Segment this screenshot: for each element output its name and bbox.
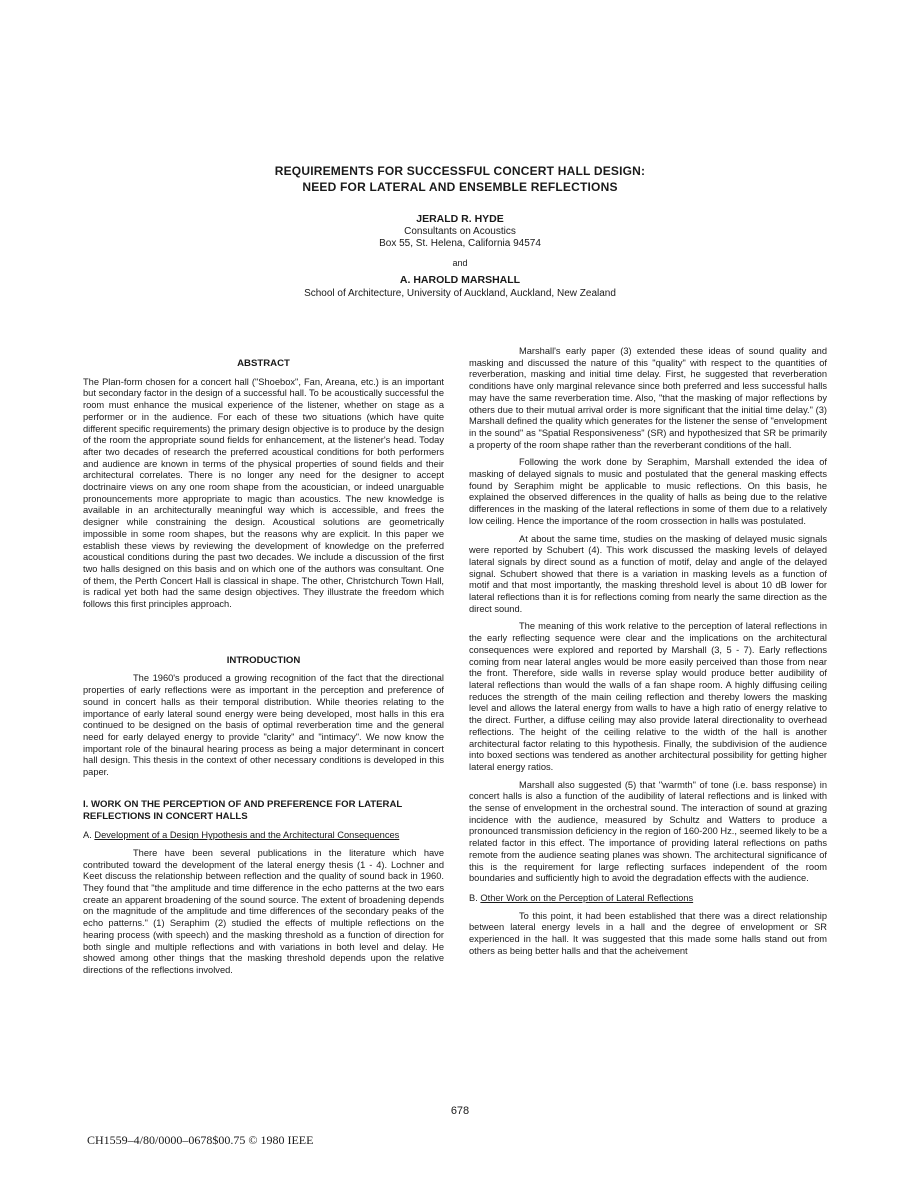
paper-title-line1: REQUIREMENTS FOR SUCCESSFUL CONCERT HALL DESIGN:: [274, 164, 646, 178]
author1-name: JERALD R. HYDE: [416, 213, 504, 225]
author2-name: A. HAROLD MARSHALL: [399, 274, 521, 286]
paragraph-architectural-implications: The meaning of this work relative to the perception of lateral reflections in the early reflecting sequence were clear and the implications on the architectural consequences were explored and reported by Marshall (3, 5 - 7). Early reflections coming from near lateral angles would be more easily perceived than those from near the front. Therefore, side walls in reverse splay would produce better audibility of lateral reflections than would the walls of a fan shape room. A highly diffusing ceiling reduces the strength of the main ceiling reflection and thereby lowers the masking level and allows the lateral energy from walls to have a high ratio of energy relative to the direct. Further, a diffuse ceiling may also provide lateral directionality to overhead reflections. The height of the ceiling relative to the width of the hall is another architectural factor relating to this hypothesis. Finally, the subdivision of the audience into boxed sections was tendered as another architectural possibility for getting higher lateral energy ratios.: [469, 621, 827, 772]
page-number: 678: [450, 1105, 470, 1117]
author1-address: Box 55, St. Helena, California 94574: [379, 238, 541, 249]
authors-and: and: [452, 258, 468, 268]
subsection-a-prefix: A.: [83, 830, 92, 841]
introduction-text: The 1960's produced a growing recognition of the fact that the directional properties of early reflections were as important in the perception and preference of sound in concert halls as their temporal distribution. While theories relating to the importance of early lateral sound energy were being developed, most halls in this era continued to be designed on the basis of optimal reverberation time and the general need for early delayed energy to provide "clarity" and "intimacy". We now know the important role of the binaural hearing process as being a major determinant in concert hall design. This thesis in the context of other necessary conditions is developed in this paper.: [83, 673, 444, 778]
right-column: [469, 346, 827, 963]
paragraph-warmth: Marshall also suggested (5) that "warmth" of tone (i.e. bass response) in concert halls is also a function of the audibility of lateral reflections and is linked with the sense of envelopment in the orchestral sound. The interaction of sound at grazing incidence with the audience, measured by Schultz and Watters to produce a pronounced transmission deficiency in the region of 160-200 Hz., seemed likely to be a related factor in this effect. The importance of providing lateral reflections on paths remote from the audience seating planes was shown. The architectural significance of this is the requirement for large reflecting surfaces independent of the room boundaries and sufficiently high to avoid the degradation effects with the audience.: [469, 779, 827, 884]
subsection-b-prefix: B.: [469, 892, 478, 903]
subsection-b-heading: [469, 893, 827, 905]
subsection-b-title: Other Work on the Perception of Lateral Reflections: [480, 892, 694, 903]
abstract-text: The Plan-form chosen for a concert hall ("Shoebox", Fan, Areana, etc.) is an important but secondary factor in the design of a successful hall. To be acoustically successful the room must enhance the musical experience of the listener, whether on stage as a performer or in the audience. For each of these two situations (which have quite different specific requirements) the primary design objective is to produce by the design of the room the appropriate sound fields for enhancement, at the listener's head. Today after two decades of research the preferred acoustical conditions for both performers and audience are known in terms of the physical properties of sound fields and their architectural correlates. There is no longer any need for the designer to accept doctrinaire views on any one room shape from the acoustician, or indeed unarguable pronouncements more appropriate to magic than acoustics. The new knowledge is available in an architecturally meaningful way which is accessible, and frees the designer while constraining the design. Acoustical solutions are geometrically impossible in some room shapes, but the reasons why are explicit. In this paper we establish these views by reviewing the development of knowledge on the preferred acoustical conditions during the past two decades. We include a discussion of the first two halls designed on this basis and on which one of the authors was consultant. One of them, the Perth Concert Hall is classical in shape. The other, Christchurch Town Hall, is radical yet both had the same design objectives. They illustrate the freedom which follows this first principles approach.: [83, 376, 444, 610]
subsection-a-heading: [83, 830, 444, 842]
paper-title-line2: NEED FOR LATERAL AND ENSEMBLE REFLECTIONS: [302, 180, 618, 194]
subsection-a-text: There have been several publications in the literature which have contributed toward the development of the lateral energy thesis (1 - 4). Lochner and Keet discuss the relationship between reflection and the quality of sound back in 1960. They found that "the amplitude and time difference in the echo patterns at the two ears create an apparent broadening of the sound source. The extent of broadening depends on the magnitude of the amplitude and time differences of the secondary peaks of the echo patterns." (1) Seraphim (2) studied the effects of multiple reflections on the hearing process (with speech) and the masking threshold as a function of direction for both single and multiple reflections and with variations in both level and delay. He showed among other things that the masking threshold depends upon the relative directions of the reflections involved.: [83, 847, 444, 975]
abstract-heading: ABSTRACT: [237, 358, 290, 369]
author1-affiliation: Consultants on Acoustics: [404, 226, 516, 237]
author2-affiliation: School of Architecture, University of Auckland, Auckland, New Zealand: [304, 288, 616, 299]
left-column: [83, 358, 444, 983]
paragraph-direct-relationship: To this point, it had been established that there was a direct relationship between lateral energy levels in a hall and the degree of envelopment or SR experienced in the hall. It was suggested that this made some halls stand out from others as being better halls and that the acheivement: [469, 910, 827, 956]
paragraph-seraphim-work: Following the work done by Seraphim, Marshall extended the idea of masking of delayed signals to music and postulated that the general masking effects found by Seraphim might be applicable to music reflections. On this basis, he explained the observed differences in the quality of halls as being due to the relative differences in the masking of the lateral reflections in some of them due to a relatively low ceiling. Hence the importance of the room crossection in halls was postulated.: [469, 457, 827, 526]
introduction-heading: INTRODUCTION: [226, 654, 301, 666]
paragraph-marshall-early-paper: Marshall's early paper (3) extended these ideas of sound quality and masking and discussed the nature of this "quality" with respect to the quantities of reverberation, masking and initial time delay. First, he suggested that reverberation conditions have only marginal relevance since both preferred and less successful halls may have the same reverberation time. Also, "that the masking of major reflections by others due to their mutual arrival order is more significant that the initial time delay." (3) Marshall defined the quality which generates for the listener the sense of "envelopment in the sound" as "Spatial Responsiveness" (SR) and hypothesized that SR be primarily a property of the room shape rather than the reverberant conditions of the hall.: [469, 346, 827, 450]
section1-heading: I. WORK ON THE PERCEPTION OF AND PREFERENCE FOR LATERAL REFLECTIONS IN CONCERT HALLS: [83, 798, 403, 822]
copyright-footer: CH1559–4/80/0000–0678$00.75 © 1980 IEEE: [87, 1133, 314, 1147]
paragraph-schubert-masking: At about the same time, studies on the masking of delayed music signals were reported by Schubert (4). This work discussed the masking levels of delayed lateral signals by direct sound as a function of motif, delay and angle of the delayed signal. Schubert showed that there is a variation in masking levels as a function of motif and that most importantly, the masking threshold level is about 10 dB lower for lateral reflections than it is for reflections coming from nearly the same direction as the direct sound.: [469, 533, 827, 614]
subsection-a-title: Development of a Design Hypothesis and the Architectural Consequences: [94, 830, 400, 841]
